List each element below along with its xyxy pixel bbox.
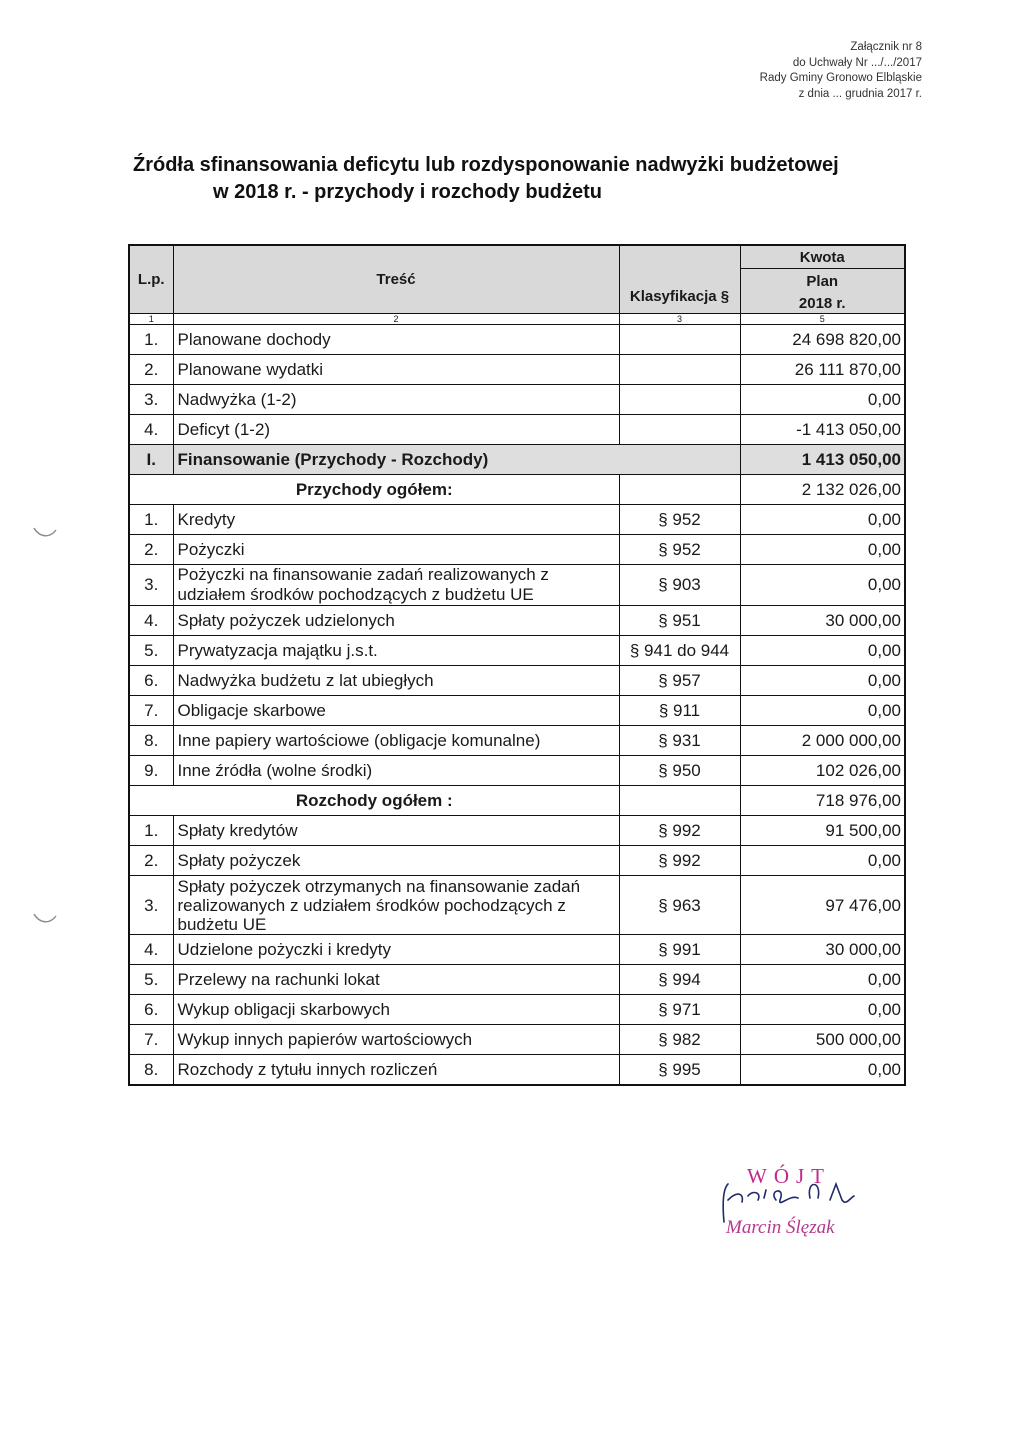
summary-klas — [619, 415, 740, 445]
rozchody-klas: § 992 — [619, 846, 740, 876]
summary-tresc: Planowane dochody — [173, 325, 619, 355]
rozchody-lp: 1. — [129, 816, 173, 846]
przychody-row — [129, 696, 905, 726]
przychody-row — [129, 666, 905, 696]
rozchody-lp: 3. — [129, 876, 173, 935]
przychody-total: 2 132 026,00 — [740, 475, 905, 505]
przychody-klas: § 950 — [619, 756, 740, 786]
przychody-lp: 5. — [129, 636, 173, 666]
przychody-kwota: 102 026,00 — [740, 756, 905, 786]
przychody-tresc: Kredyty — [173, 505, 619, 535]
col-number-4: 5 — [740, 314, 905, 325]
rozchody-kwota: 0,00 — [740, 995, 905, 1025]
przychody-row — [129, 505, 905, 535]
przychody-total-row — [129, 475, 905, 505]
przychody-kwota: 0,00 — [740, 535, 905, 565]
summary-row — [129, 325, 905, 355]
rozchody-kwota: 97 476,00 — [740, 876, 905, 935]
rozchody-lp: 7. — [129, 1025, 173, 1055]
header-tresc: Treść — [173, 245, 619, 314]
financing-label: Finansowanie (Przychody - Rozchody) — [173, 445, 740, 475]
przychody-kwota: 0,00 — [740, 666, 905, 696]
rozchody-lp: 6. — [129, 995, 173, 1025]
rozchody-tresc: Spłaty pożyczek otrzymanych na finansowanie zadań realizowanych z udziałem środków pochodzących z budżetu UE — [173, 876, 619, 935]
summary-tresc: Planowane wydatki — [173, 355, 619, 385]
rozchody-row — [129, 965, 905, 995]
rozchody-kwota: 0,00 — [740, 965, 905, 995]
rozchody-lp: 4. — [129, 935, 173, 965]
przychody-tresc: Nadwyżka budżetu z lat ubiegłych — [173, 666, 619, 696]
rozchody-kwota: 30 000,00 — [740, 935, 905, 965]
col-number-2: 2 — [173, 314, 619, 325]
przychody-tresc: Pożyczki — [173, 535, 619, 565]
header-year: 2018 r. — [740, 293, 905, 314]
summary-tresc: Nadwyżka (1-2) — [173, 385, 619, 415]
rozchody-klas: § 971 — [619, 995, 740, 1025]
header-plan: Plan — [740, 269, 905, 294]
przychody-klas: § 951 — [619, 606, 740, 636]
summary-klas — [619, 355, 740, 385]
punch-hole-mark-icon — [30, 522, 60, 542]
summary-row — [129, 385, 905, 415]
przychody-row — [129, 756, 905, 786]
przychody-lp: 3. — [129, 565, 173, 606]
financing-amount: 1 413 050,00 — [740, 445, 905, 475]
header-klasyfikacja: Klasyfikacja § — [619, 245, 740, 314]
rozchody-row — [129, 935, 905, 965]
przychody-tresc: Obligacje skarbowe — [173, 696, 619, 726]
financing-lp: I. — [129, 445, 173, 475]
przychody-lp: 8. — [129, 726, 173, 756]
przychody-row — [129, 535, 905, 565]
rozchody-tresc: Przelewy na rachunki lokat — [173, 965, 619, 995]
przychody-kwota: 0,00 — [740, 636, 905, 666]
przychody-kwota: 0,00 — [740, 505, 905, 535]
rozchody-row — [129, 1025, 905, 1055]
przychody-klas: § 903 — [619, 565, 740, 606]
przychody-lp: 2. — [129, 535, 173, 565]
attachment-line-4: z dnia ... grudnia 2017 r. — [798, 87, 922, 100]
summary-kwota: 26 111 870,00 — [740, 355, 905, 385]
rozchody-klas: § 992 — [619, 816, 740, 846]
przychody-klas: § 931 — [619, 726, 740, 756]
przychody-kwota: 0,00 — [740, 696, 905, 726]
przychody-klas: § 952 — [619, 505, 740, 535]
przychody-tresc: Pożyczki na finansowanie zadań realizowanych z udziałem środków pochodzących z budżetu UE — [173, 565, 619, 606]
rozchody-row — [129, 816, 905, 846]
header-lp: L.p. — [129, 245, 173, 314]
przychody-klas: § 952 — [619, 535, 740, 565]
summary-tresc: Deficyt (1-2) — [173, 415, 619, 445]
przychody-lp: 7. — [129, 696, 173, 726]
rozchody-kwota: 91 500,00 — [740, 816, 905, 846]
rozchody-klas: § 994 — [619, 965, 740, 995]
przychody-tresc: Prywatyzacja majątku j.s.t. — [173, 636, 619, 666]
rozchody-row — [129, 995, 905, 1025]
header-kwota: Kwota — [740, 245, 905, 269]
przychody-kwota: 2 000 000,00 — [740, 726, 905, 756]
przychody-row — [129, 606, 905, 636]
summary-klas — [619, 325, 740, 355]
title-line-1: Źródła sfinansowania deficytu lub rozdysponowanie nadwyżki budżetowej — [133, 154, 839, 176]
attachment-line-1: Załącznik nr 8 — [850, 41, 922, 53]
summary-lp: 3. — [129, 385, 173, 415]
attachment-line-2: do Uchwały Nr .../.../2017 — [792, 56, 922, 69]
summary-lp: 1. — [129, 325, 173, 355]
przychody-lp: 4. — [129, 606, 173, 636]
stamp-office: WÓJT — [747, 1164, 831, 1188]
rozchody-tresc: Udzielone pożyczki i kredyty — [173, 935, 619, 965]
przychody-kwota: 30 000,00 — [740, 606, 905, 636]
rozchody-tresc: Wykup obligacji skarbowych — [173, 995, 619, 1025]
przychody-row — [129, 636, 905, 666]
rozchody-lp: 2. — [129, 846, 173, 876]
attachment-note — [760, 40, 922, 102]
przychody-kwota: 0,00 — [740, 565, 905, 606]
document-title — [133, 152, 853, 206]
col-number-3: 3 — [619, 314, 740, 325]
rozchody-total: 718 976,00 — [740, 786, 905, 816]
przychody-lp: 1. — [129, 505, 173, 535]
rozchody-lp: 8. — [129, 1055, 173, 1086]
rozchody-tresc: Spłaty pożyczek — [173, 846, 619, 876]
rozchody-kwota: 0,00 — [740, 1055, 905, 1086]
summary-kwota: -1 413 050,00 — [740, 415, 905, 445]
rozchody-klas: § 991 — [619, 935, 740, 965]
rozchody-row — [129, 846, 905, 876]
budget-table — [128, 244, 906, 1086]
rozchody-row — [129, 876, 905, 935]
przychody-klas: § 941 do 944 — [619, 636, 740, 666]
przychody-rows — [129, 505, 905, 786]
rozchody-tresc: Spłaty kredytów — [173, 816, 619, 846]
financing-row — [129, 445, 905, 475]
attachment-line-3: Rady Gminy Gronowo Elbląskie — [759, 72, 922, 84]
stamp-name: Marcin Ślęzak — [726, 1217, 835, 1238]
przychody-lp: 6. — [129, 666, 173, 696]
col-number-1: 1 — [129, 314, 173, 325]
summary-kwota: 0,00 — [740, 385, 905, 415]
rozchody-klas: § 963 — [619, 876, 740, 935]
rozchody-tresc: Rozchody z tytułu innych rozliczeń — [173, 1055, 619, 1086]
przychody-title: Przychody ogółem: — [129, 475, 619, 505]
summary-klas — [619, 385, 740, 415]
summary-row — [129, 355, 905, 385]
summary-row — [129, 415, 905, 445]
header-row — [129, 245, 905, 269]
przychody-klas: § 957 — [619, 666, 740, 696]
rozchody-klas: § 982 — [619, 1025, 740, 1055]
rozchody-rows — [129, 816, 905, 1086]
summary-kwota: 24 698 820,00 — [740, 325, 905, 355]
rozchody-kwota: 0,00 — [740, 846, 905, 876]
przychody-klas: § 911 — [619, 696, 740, 726]
przychody-row — [129, 726, 905, 756]
rozchody-lp: 5. — [129, 965, 173, 995]
przychody-tresc: Spłaty pożyczek udzielonych — [173, 606, 619, 636]
rozchody-title: Rozchody ogółem : — [129, 786, 619, 816]
rozchody-row — [129, 1055, 905, 1086]
przychody-tresc: Inne źródła (wolne środki) — [173, 756, 619, 786]
punch-hole-mark-icon — [30, 908, 60, 928]
rozchody-total-row — [129, 786, 905, 816]
summary-lp: 4. — [129, 415, 173, 445]
przychody-lp: 9. — [129, 756, 173, 786]
summary-rows — [129, 325, 905, 445]
title-line-2: w 2018 r. - przychody i rozchody budżetu — [213, 181, 602, 203]
przychody-row — [129, 565, 905, 606]
rozchody-klas: § 995 — [619, 1055, 740, 1086]
column-number-row — [129, 314, 905, 325]
przychody-tresc: Inne papiery wartościowe (obligacje komunalne) — [173, 726, 619, 756]
summary-lp: 2. — [129, 355, 173, 385]
rozchody-kwota: 500 000,00 — [740, 1025, 905, 1055]
rozchody-tresc: Wykup innych papierów wartościowych — [173, 1025, 619, 1055]
